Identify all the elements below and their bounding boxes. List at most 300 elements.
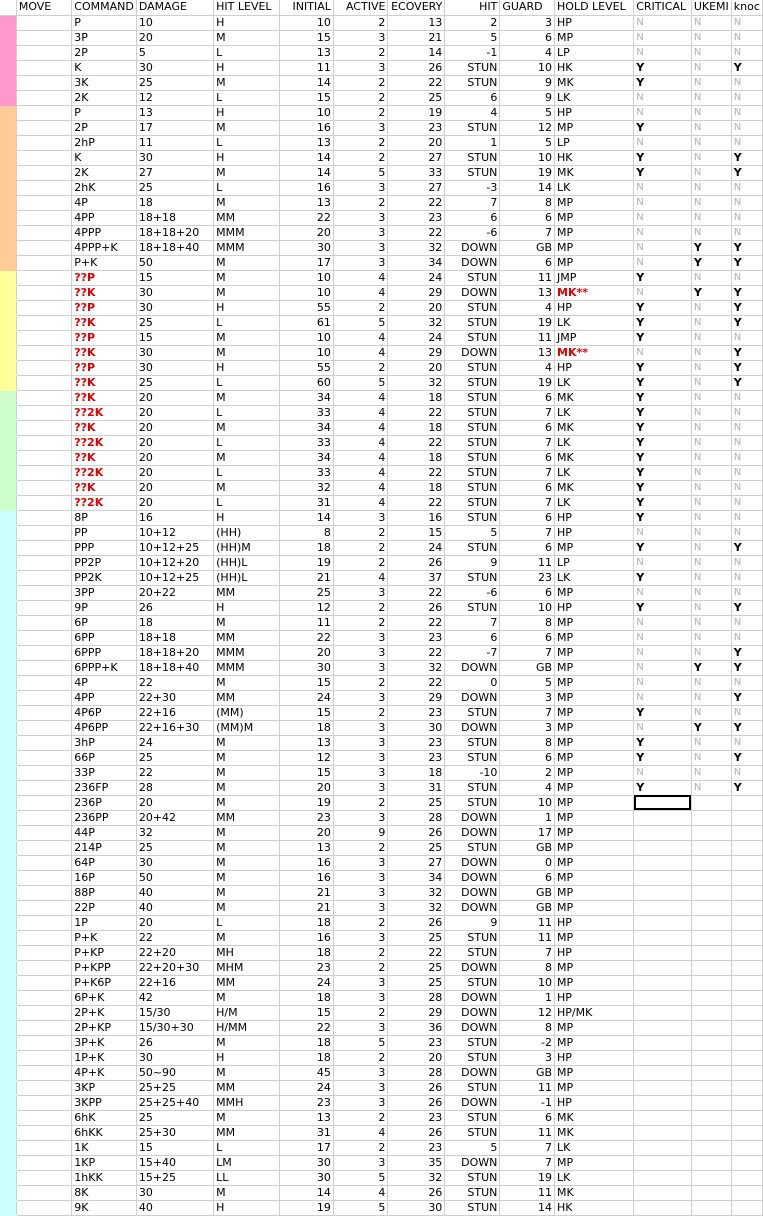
cell-move[interactable]	[16, 105, 71, 120]
cell-knockdown[interactable]	[731, 930, 762, 945]
cell-knockdown[interactable]	[731, 1185, 762, 1200]
cell-damage[interactable]: 18+18	[136, 630, 213, 645]
cell-hold-level[interactable]: JMP	[555, 270, 634, 285]
cell-band[interactable]	[0, 120, 16, 135]
cell-initial[interactable]: 55	[280, 300, 334, 315]
cell-band[interactable]	[0, 1005, 16, 1020]
cell-active[interactable]: 4	[333, 1185, 388, 1200]
cell-damage[interactable]: 25+25+40	[136, 1095, 213, 1110]
cell-hit[interactable]: STUN	[445, 60, 500, 75]
cell-hit-level[interactable]: MM	[214, 1080, 280, 1095]
cell-hold-level[interactable]: MP	[555, 630, 634, 645]
cell-critical[interactable]: Y	[634, 60, 692, 75]
cell-initial[interactable]: 18	[280, 540, 334, 555]
cell-hit-level[interactable]: M	[214, 450, 280, 465]
cell-band[interactable]	[0, 1155, 16, 1170]
cell-move[interactable]	[16, 840, 71, 855]
cell-hit-level[interactable]: MMH	[214, 1095, 280, 1110]
cell-command[interactable]: K	[72, 60, 137, 75]
cell-recovery[interactable]: 24	[388, 270, 445, 285]
cell-hit[interactable]: DOWN	[445, 825, 500, 840]
cell-command[interactable]: PPP	[72, 540, 137, 555]
cell-damage[interactable]: 15/30	[136, 1005, 213, 1020]
cell-critical[interactable]: Y	[634, 165, 692, 180]
cell-damage[interactable]: 10+12+25	[136, 570, 213, 585]
cell-ukemi[interactable]: N	[691, 150, 731, 165]
cell-hit-level[interactable]: H	[214, 1200, 280, 1215]
cell-knockdown[interactable]: Y	[731, 150, 762, 165]
cell-move[interactable]	[16, 870, 71, 885]
cell-command[interactable]: 2hK	[72, 180, 137, 195]
cell-hit[interactable]: STUN	[445, 780, 500, 795]
cell-move[interactable]	[16, 1125, 71, 1140]
cell-recovery[interactable]: 20	[388, 360, 445, 375]
cell-knockdown[interactable]	[731, 960, 762, 975]
cell-critical[interactable]	[634, 870, 692, 885]
cell-knockdown[interactable]: N	[731, 495, 762, 510]
cell-critical[interactable]	[634, 885, 692, 900]
cell-move[interactable]	[16, 480, 71, 495]
cell-band[interactable]	[0, 180, 16, 195]
cell-critical[interactable]	[634, 990, 692, 1005]
cell-hold-level[interactable]: MP	[555, 1080, 634, 1095]
cell-initial[interactable]: 11	[280, 615, 334, 630]
cell-active[interactable]: 4	[333, 450, 388, 465]
cell-guard[interactable]: 6	[500, 480, 555, 495]
cell-recovery[interactable]: 28	[388, 990, 445, 1005]
cell-damage[interactable]: 10+12+25	[136, 540, 213, 555]
cell-hold-level[interactable]: LK	[555, 570, 634, 585]
cell-damage[interactable]: 18+18+40	[136, 660, 213, 675]
cell-move[interactable]	[16, 150, 71, 165]
cell-hit[interactable]: STUN	[445, 300, 500, 315]
cell-hold-level[interactable]: HP	[555, 300, 634, 315]
cell-hit-level[interactable]: MM	[214, 210, 280, 225]
cell-band[interactable]	[0, 1050, 16, 1065]
cell-recovery[interactable]: 23	[388, 1140, 445, 1155]
cell-recovery[interactable]: 34	[388, 255, 445, 270]
cell-knockdown[interactable]: Y	[731, 720, 762, 735]
cell-hold-level[interactable]: MK	[555, 1125, 634, 1140]
cell-hold-level[interactable]: MP	[555, 795, 634, 810]
cell-band[interactable]	[0, 945, 16, 960]
cell-guard[interactable]: GB	[500, 240, 555, 255]
cell-active[interactable]: 4	[333, 495, 388, 510]
cell-damage[interactable]: 10+12	[136, 525, 213, 540]
cell-hit[interactable]: STUN	[445, 480, 500, 495]
cell-recovery[interactable]: 26	[388, 825, 445, 840]
cell-guard[interactable]: 8	[500, 615, 555, 630]
cell-damage[interactable]: 30	[136, 855, 213, 870]
cell-hit-level[interactable]: M	[214, 750, 280, 765]
cell-damage[interactable]: 25+25	[136, 1080, 213, 1095]
cell-hit-level[interactable]: M	[214, 990, 280, 1005]
cell-knockdown[interactable]	[731, 1050, 762, 1065]
cell-hit[interactable]: 1	[445, 135, 500, 150]
cell-hold-level[interactable]: JMP	[555, 330, 634, 345]
cell-knockdown[interactable]: Y	[731, 360, 762, 375]
cell-recovery[interactable]: 18	[388, 765, 445, 780]
cell-active[interactable]: 2	[333, 15, 388, 30]
cell-hit-level[interactable]: MM	[214, 585, 280, 600]
cell-recovery[interactable]: 26	[388, 1125, 445, 1140]
cell-damage[interactable]: 13	[136, 105, 213, 120]
cell-guard[interactable]: 8	[500, 735, 555, 750]
cell-hit[interactable]: -10	[445, 765, 500, 780]
cell-guard[interactable]: 7	[500, 405, 555, 420]
cell-command[interactable]: 214P	[72, 840, 137, 855]
cell-recovery[interactable]: 23	[388, 750, 445, 765]
cell-damage[interactable]: 18	[136, 195, 213, 210]
cell-initial[interactable]: 30	[280, 1170, 334, 1185]
cell-initial[interactable]: 55	[280, 360, 334, 375]
cell-damage[interactable]: 16	[136, 510, 213, 525]
cell-command[interactable]: 64P	[72, 855, 137, 870]
cell-critical[interactable]: Y	[634, 75, 692, 90]
cell-band[interactable]	[0, 795, 16, 810]
cell-hold-level[interactable]: MP	[555, 690, 634, 705]
cell-active[interactable]: 3	[333, 1065, 388, 1080]
cell-hold-level[interactable]: MP	[555, 870, 634, 885]
cell-command[interactable]: ??K	[72, 315, 137, 330]
cell-recovery[interactable]: 29	[388, 285, 445, 300]
cell-damage[interactable]: 18	[136, 615, 213, 630]
cell-command[interactable]: ??K	[72, 450, 137, 465]
cell-critical[interactable]	[634, 1185, 692, 1200]
cell-active[interactable]: 4	[333, 570, 388, 585]
cell-recovery[interactable]: 20	[388, 300, 445, 315]
cell-hit[interactable]: STUN	[445, 795, 500, 810]
cell-hit-level[interactable]: L	[214, 180, 280, 195]
cell-active[interactable]: 2	[333, 615, 388, 630]
cell-knockdown[interactable]: Y	[731, 315, 762, 330]
cell-damage[interactable]: 20	[136, 465, 213, 480]
cell-damage[interactable]: 12	[136, 90, 213, 105]
cell-hold-level[interactable]: MP	[555, 855, 634, 870]
cell-band[interactable]	[0, 105, 16, 120]
cell-damage[interactable]: 20	[136, 405, 213, 420]
cell-move[interactable]	[16, 180, 71, 195]
cell-ukemi[interactable]: N	[691, 690, 731, 705]
cell-damage[interactable]: 20+42	[136, 810, 213, 825]
cell-move[interactable]	[16, 1185, 71, 1200]
cell-guard[interactable]: GB	[500, 840, 555, 855]
cell-guard[interactable]: 14	[500, 180, 555, 195]
cell-hit[interactable]: STUN	[445, 390, 500, 405]
cell-recovery[interactable]: 22	[388, 405, 445, 420]
cell-move[interactable]	[16, 945, 71, 960]
cell-move[interactable]	[16, 1065, 71, 1080]
cell-band[interactable]	[0, 825, 16, 840]
cell-ukemi[interactable]: N	[691, 210, 731, 225]
cell-hold-level[interactable]: HK	[555, 60, 634, 75]
cell-active[interactable]: 5	[333, 375, 388, 390]
cell-ukemi[interactable]	[691, 855, 731, 870]
cell-hold-level[interactable]: MP	[555, 930, 634, 945]
cell-ukemi[interactable]	[691, 1020, 731, 1035]
cell-hit-level[interactable]: M	[214, 825, 280, 840]
cell-move[interactable]	[16, 915, 71, 930]
cell-recovery[interactable]: 26	[388, 60, 445, 75]
cell-command[interactable]: 22P	[72, 900, 137, 915]
cell-knockdown[interactable]	[731, 1020, 762, 1035]
cell-recovery[interactable]: 22	[388, 225, 445, 240]
cell-hit[interactable]: DOWN	[445, 1005, 500, 1020]
cell-recovery[interactable]: 22	[388, 945, 445, 960]
cell-guard[interactable]: 6	[500, 540, 555, 555]
cell-recovery[interactable]: 32	[388, 660, 445, 675]
cell-knockdown[interactable]: Y	[731, 375, 762, 390]
cell-command[interactable]: 44P	[72, 825, 137, 840]
cell-hit-level[interactable]: M	[214, 795, 280, 810]
cell-hold-level[interactable]: MP	[555, 1065, 634, 1080]
cell-ukemi[interactable]: N	[691, 315, 731, 330]
cell-ukemi[interactable]: N	[691, 705, 731, 720]
cell-critical[interactable]: N	[634, 345, 692, 360]
cell-recovery[interactable]: 25	[388, 90, 445, 105]
cell-guard[interactable]: 19	[500, 315, 555, 330]
cell-guard[interactable]: -2	[500, 1035, 555, 1050]
cell-band[interactable]	[0, 420, 16, 435]
cell-damage[interactable]: 5	[136, 45, 213, 60]
cell-recovery[interactable]: 22	[388, 195, 445, 210]
cell-hold-level[interactable]: HP/MK	[555, 1005, 634, 1020]
cell-command[interactable]: 3KP	[72, 1080, 137, 1095]
cell-critical[interactable]: Y	[634, 315, 692, 330]
cell-initial[interactable]: 20	[280, 780, 334, 795]
cell-hit[interactable]: STUN	[445, 735, 500, 750]
cell-ukemi[interactable]: N	[691, 360, 731, 375]
cell-band[interactable]	[0, 255, 16, 270]
cell-hit-level[interactable]: M	[214, 930, 280, 945]
cell-recovery[interactable]: 23	[388, 120, 445, 135]
cell-move[interactable]	[16, 375, 71, 390]
cell-move[interactable]	[16, 390, 71, 405]
cell-damage[interactable]: 20	[136, 30, 213, 45]
cell-initial[interactable]: 33	[280, 465, 334, 480]
cell-active[interactable]: 5	[333, 1170, 388, 1185]
cell-hit-level[interactable]: MHM	[214, 960, 280, 975]
cell-band[interactable]	[0, 735, 16, 750]
cell-critical[interactable]	[634, 1140, 692, 1155]
cell-hit-level[interactable]: M	[214, 330, 280, 345]
cell-hold-level[interactable]: HP	[555, 945, 634, 960]
cell-hold-level[interactable]: LK	[555, 405, 634, 420]
cell-damage[interactable]: 28	[136, 780, 213, 795]
cell-damage[interactable]: 22+20+30	[136, 960, 213, 975]
cell-ukemi[interactable]: N	[691, 375, 731, 390]
cell-ukemi[interactable]: N	[691, 120, 731, 135]
cell-ukemi[interactable]: N	[691, 735, 731, 750]
cell-critical[interactable]: Y	[634, 780, 692, 795]
cell-knockdown[interactable]	[731, 1140, 762, 1155]
cell-move[interactable]	[16, 1170, 71, 1185]
cell-knockdown[interactable]: N	[731, 435, 762, 450]
cell-recovery[interactable]: 22	[388, 465, 445, 480]
cell-hold-level[interactable]: MP	[555, 1035, 634, 1050]
header-cell-guard[interactable]: GUARD	[500, 0, 555, 15]
cell-command[interactable]: 2K	[72, 90, 137, 105]
cell-ukemi[interactable]: N	[691, 330, 731, 345]
cell-critical[interactable]: Y	[634, 600, 692, 615]
cell-ukemi[interactable]: N	[691, 750, 731, 765]
cell-hit-level[interactable]: M	[214, 390, 280, 405]
cell-critical[interactable]: Y	[634, 390, 692, 405]
cell-knockdown[interactable]	[731, 900, 762, 915]
cell-critical[interactable]	[634, 795, 692, 810]
cell-recovery[interactable]: 24	[388, 330, 445, 345]
cell-initial[interactable]: 17	[280, 1140, 334, 1155]
cell-move[interactable]	[16, 45, 71, 60]
cell-band[interactable]	[0, 600, 16, 615]
cell-guard[interactable]: 11	[500, 915, 555, 930]
cell-knockdown[interactable]: N	[731, 480, 762, 495]
cell-ukemi[interactable]	[691, 1095, 731, 1110]
cell-hit[interactable]: -3	[445, 180, 500, 195]
cell-knockdown[interactable]: Y	[731, 60, 762, 75]
cell-initial[interactable]: 10	[280, 285, 334, 300]
header-cell-damage[interactable]: DAMAGE	[136, 0, 213, 15]
cell-move[interactable]	[16, 585, 71, 600]
cell-guard[interactable]: 10	[500, 60, 555, 75]
cell-hold-level[interactable]: MP	[555, 705, 634, 720]
cell-critical[interactable]: N	[634, 180, 692, 195]
cell-critical[interactable]: Y	[634, 375, 692, 390]
cell-critical[interactable]: Y	[634, 750, 692, 765]
cell-recovery[interactable]: 20	[388, 1050, 445, 1065]
cell-move[interactable]	[16, 1200, 71, 1215]
cell-initial[interactable]: 20	[280, 645, 334, 660]
cell-hit[interactable]: STUN	[445, 750, 500, 765]
cell-move[interactable]	[16, 930, 71, 945]
cell-command[interactable]: ??K	[72, 390, 137, 405]
cell-knockdown[interactable]: N	[731, 615, 762, 630]
cell-guard[interactable]: 11	[500, 330, 555, 345]
cell-hit[interactable]: STUN	[445, 840, 500, 855]
cell-active[interactable]: 3	[333, 990, 388, 1005]
cell-move[interactable]	[16, 165, 71, 180]
cell-hit-level[interactable]: M	[214, 285, 280, 300]
cell-critical[interactable]	[634, 900, 692, 915]
cell-critical[interactable]: Y	[634, 150, 692, 165]
cell-recovery[interactable]: 29	[388, 1005, 445, 1020]
cell-command[interactable]: ??K	[72, 345, 137, 360]
cell-hit-level[interactable]: M	[214, 615, 280, 630]
cell-move[interactable]	[16, 525, 71, 540]
cell-hit-level[interactable]: L	[214, 315, 280, 330]
cell-command[interactable]: ??K	[72, 480, 137, 495]
cell-command[interactable]: 6P+K	[72, 990, 137, 1005]
cell-hold-level[interactable]: MP	[555, 255, 634, 270]
cell-initial[interactable]: 23	[280, 810, 334, 825]
cell-knockdown[interactable]: Y	[731, 345, 762, 360]
cell-hit-level[interactable]: L	[214, 90, 280, 105]
cell-hit-level[interactable]: LM	[214, 1155, 280, 1170]
cell-active[interactable]: 2	[333, 525, 388, 540]
cell-critical[interactable]: Y	[634, 270, 692, 285]
cell-guard[interactable]: 7	[500, 945, 555, 960]
cell-guard[interactable]: 1	[500, 810, 555, 825]
cell-damage[interactable]: 20	[136, 420, 213, 435]
cell-active[interactable]: 2	[333, 675, 388, 690]
cell-hit-level[interactable]: M	[214, 270, 280, 285]
cell-recovery[interactable]: 29	[388, 345, 445, 360]
cell-command[interactable]: 2P	[72, 45, 137, 60]
cell-hit[interactable]: DOWN	[445, 810, 500, 825]
cell-damage[interactable]: 50	[136, 870, 213, 885]
cell-initial[interactable]: 14	[280, 510, 334, 525]
cell-hold-level[interactable]: MP	[555, 30, 634, 45]
cell-knockdown[interactable]	[731, 1200, 762, 1215]
cell-knockdown[interactable]: N	[731, 180, 762, 195]
cell-command[interactable]: 9K	[72, 1200, 137, 1215]
cell-band[interactable]	[0, 930, 16, 945]
cell-critical[interactable]: N	[634, 645, 692, 660]
cell-damage[interactable]: 30	[136, 1050, 213, 1065]
cell-hit-level[interactable]: M	[214, 195, 280, 210]
cell-knockdown[interactable]	[731, 915, 762, 930]
cell-hit[interactable]: 5	[445, 1140, 500, 1155]
cell-band[interactable]	[0, 270, 16, 285]
cell-guard[interactable]: 3	[500, 1050, 555, 1065]
cell-move[interactable]	[16, 825, 71, 840]
cell-guard[interactable]: 11	[500, 1125, 555, 1140]
cell-hit-level[interactable]: LL	[214, 1170, 280, 1185]
cell-command[interactable]: 2P+K	[72, 1005, 137, 1020]
cell-hit-level[interactable]: MM	[214, 810, 280, 825]
cell-active[interactable]: 3	[333, 885, 388, 900]
cell-hit[interactable]: STUN	[445, 510, 500, 525]
cell-guard[interactable]: GB	[500, 1065, 555, 1080]
cell-band[interactable]	[0, 840, 16, 855]
cell-damage[interactable]: 15	[136, 270, 213, 285]
cell-move[interactable]	[16, 1095, 71, 1110]
cell-critical[interactable]	[634, 1110, 692, 1125]
cell-critical[interactable]: N	[634, 15, 692, 30]
header-cell-band[interactable]	[0, 0, 16, 15]
cell-damage[interactable]: 20	[136, 480, 213, 495]
cell-knockdown[interactable]: Y	[731, 645, 762, 660]
cell-damage[interactable]: 32	[136, 825, 213, 840]
cell-move[interactable]	[16, 120, 71, 135]
cell-recovery[interactable]: 23	[388, 630, 445, 645]
cell-ukemi[interactable]	[691, 1155, 731, 1170]
cell-damage[interactable]: 15+25	[136, 1170, 213, 1185]
cell-command[interactable]: 6PPP+K	[72, 660, 137, 675]
cell-guard[interactable]: 11	[500, 930, 555, 945]
cell-recovery[interactable]: 33	[388, 165, 445, 180]
cell-hold-level[interactable]: HP	[555, 15, 634, 30]
cell-hit-level[interactable]: (MM)M	[214, 720, 280, 735]
cell-active[interactable]: 3	[333, 1155, 388, 1170]
cell-band[interactable]	[0, 330, 16, 345]
cell-hit-level[interactable]: L	[214, 135, 280, 150]
cell-move[interactable]	[16, 405, 71, 420]
cell-hit-level[interactable]: H	[214, 360, 280, 375]
cell-ukemi[interactable]	[691, 945, 731, 960]
cell-critical[interactable]: Y	[634, 735, 692, 750]
cell-hit[interactable]: STUN	[445, 75, 500, 90]
cell-band[interactable]	[0, 495, 16, 510]
cell-initial[interactable]: 13	[280, 735, 334, 750]
cell-hit-level[interactable]: (MM)	[214, 705, 280, 720]
cell-band[interactable]	[0, 30, 16, 45]
cell-command[interactable]: 4PP	[72, 690, 137, 705]
cell-active[interactable]: 4	[333, 435, 388, 450]
cell-command[interactable]: P	[72, 15, 137, 30]
cell-active[interactable]: 3	[333, 900, 388, 915]
cell-command[interactable]: P	[72, 105, 137, 120]
